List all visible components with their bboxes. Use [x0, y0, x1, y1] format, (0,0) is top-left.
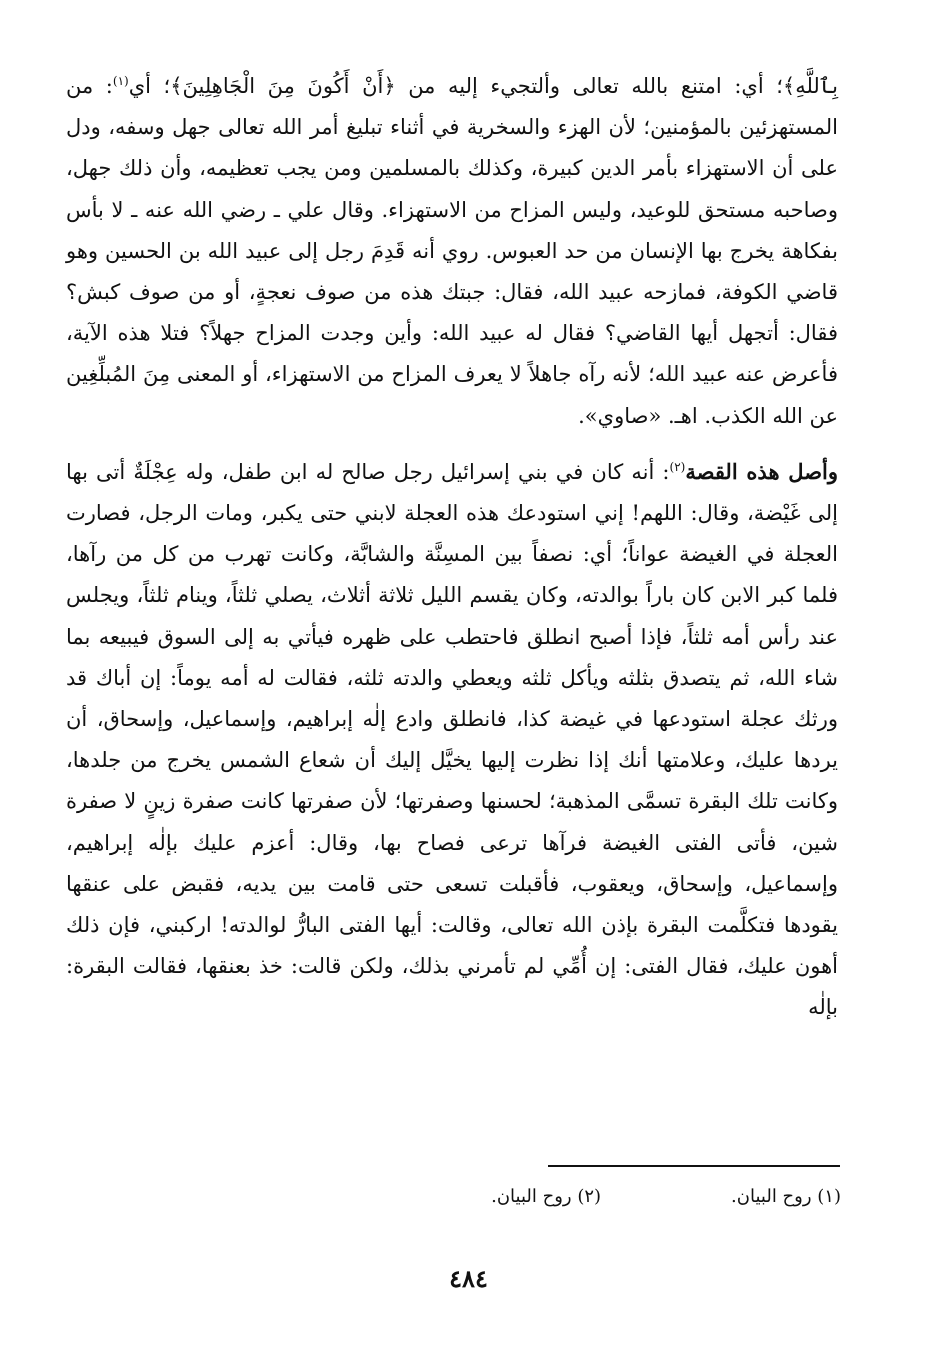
footnote-1: (١) روح البيان.: [731, 1186, 841, 1207]
paragraph-1-opening: بِٱللَّهِ﴾؛ أي: امتنع بالله تعالى وألتجيء إليه من ﴿أَنْ أَكُونَ مِنَ الْجَاهِلِينَ﴾؛ أي: [128, 74, 838, 98]
paragraph-2: [66, 451, 838, 1029]
footnote-ref-1: (١): [112, 74, 129, 88]
page-number: ٤٨٤: [449, 1264, 488, 1293]
paragraph-1-body: : من المستهزئين بالمؤمنين؛ لأن الهزء والسخرية في أثناء تبليغ أمر الله تعالى جهل وسفه، ودل على أن الاستهزاء بأمر الدين كبيرة، وكذلك بالمسلمين ومن يجب تعظيمه، وأن ذلك جهل، وصاحبه مستحق للوعيد، وليس المزاح من الاستهزاء. وقال علي ـ رضي الله عنه ـ لا بأس بفكاهة يخرج بها الإنسان من حد العبوس. روي أنه قَدِمَ رجل إلى عبيد الله بن الحسين وهو قاضي الكوفة، فمازحه عبيد الله، فقال: جبتك هذه من صوف نعجةٍ، أو من صوف كبش؟ فقال: أتجهل أيها القاضي؟ فقال له عبيد الله: وأين وجدت المزاح جهلاً؟ فتلا هذه الآية، فأعرض عنه عبيد الله؛ لأنه رآه جاهلاً لا يعرف المزاح من الاستهزاء، أو المعنى مِنَ المُبلِّغِين عن الله الكذب. اهـ. «صاوي».: [66, 74, 839, 428]
main-text: [66, 66, 838, 1029]
footnotes: [241, 1183, 841, 1211]
paragraph-2-lead: وأصل هذه القصة: [685, 458, 839, 484]
paragraph-2-body: : أنه كان في بني إسرائيل رجل صالح له ابن طفل، وله عِجْلَةٌ أتى بها إلى غَيْضة، وقال: اللهم! إني استودعك هذه العجلة لابني حتى يكبر، ومات الرجل، فصارت العجلة في الغيضة عواناً؛ أي: نصفاً بين المسِنَّة والشابَّة، وكانت تهرب من كل من رآها، فلما كبر الابن كان باراً بوالدته، وكان يقسم الليل ثلاثة أثلاث، يصلي ثلثاً، وينام ثلثاً، ويجلس عند رأس أمه ثلثاً، فإذا أصبح انطلق فاحتطب على ظهره فيأتي به إلى السوق فيبيعه بما شاء الله، ثم يتصدق بثلثه ويأكل ثلثه ويعطي والدته ثلثه، فقالت له أمه يوماً: إن أباك قد ورثك عجلة استودعها في غيضة كذا، فانطلق وادع إلٰه إبراهيم، وإسماعيل، وإسحاق، أن يردها عليك، وعلامتها أنك إذا نظرت إليها يخيَّل إليك أن شعاع الشمس يخرج من جلدها، وكانت تلك البقرة تسمَّى المذهبة؛ لحسنها وصفرتها؛ لأن صفرتها كانت صفرة زينٍ لا صفرة شين، فأتى الفتى الغيضة فرآها ترعى فصاح بها، وقال: أعزم عليك بإلٰه إبراهيم، وإسماعيل، وإسحاق، ويعقوب، فأقبلت تسعى حتى قامت بين يديه، فقبض على عنقها يقودها فتكلَّمت البقرة بإذن الله تعالى، وقالت: أيها الفتى البارُّ لوالدته! اركبني، فإن ذلك أهون عليك، فقال الفتى: إن أُمِّي لم تأمرني بذلك، ولكن قالت: خذ بعنقها، فقالت البقرة: بإلٰه: [66, 459, 838, 1020]
paragraph-1: [66, 66, 838, 437]
footnote-2: (٢) روح البيان.: [491, 1186, 602, 1207]
footnote-separator: [548, 1165, 840, 1167]
footnote-ref-2: (٢): [669, 459, 686, 474]
